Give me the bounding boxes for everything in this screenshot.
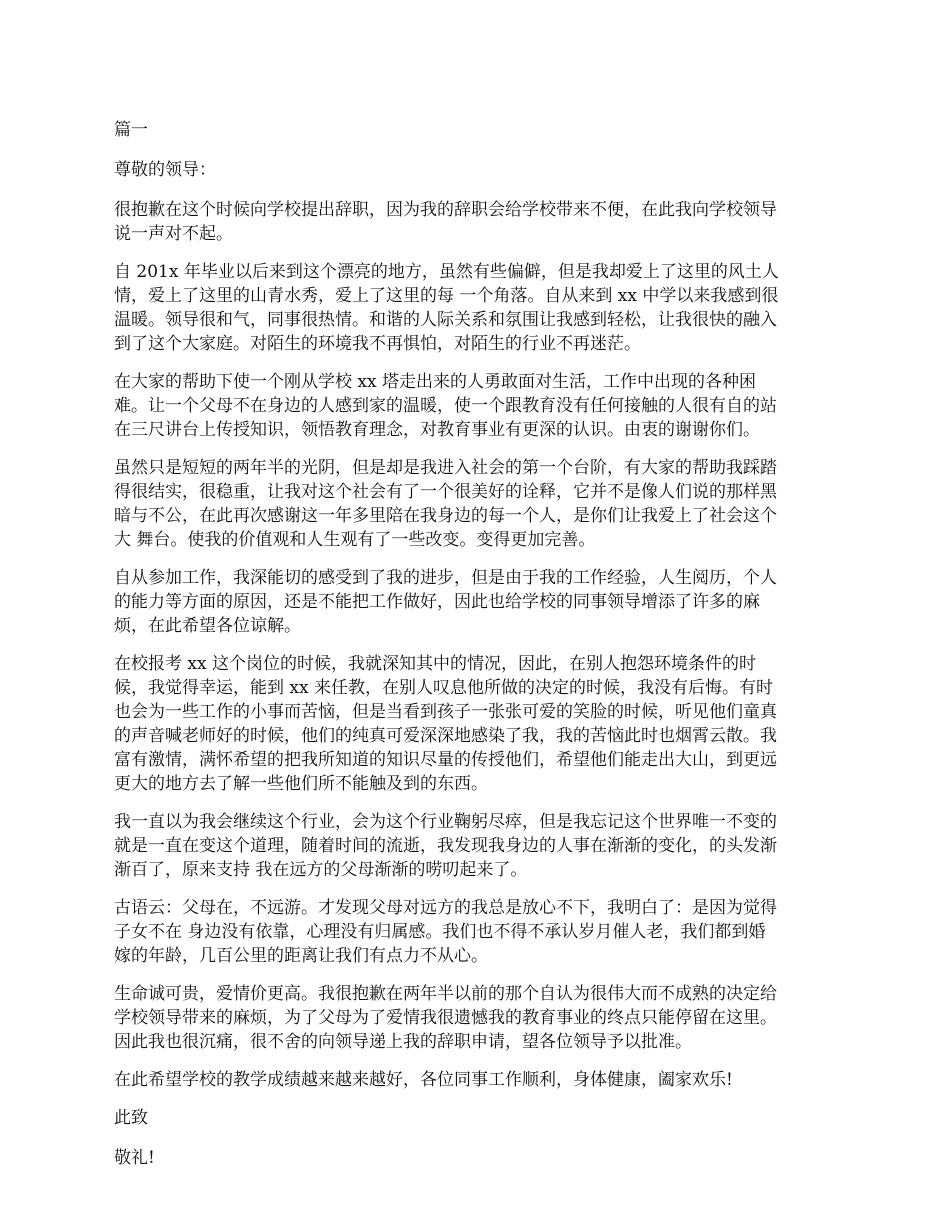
paragraph-line: 生命诚可贵，爱情价更高。我很抱歉在两年半以前的那个自认为很伟大而不成熟的决定给	[114, 984, 777, 1004]
paragraph-line: 在三尺讲台上传授知识，领悟教育理念，对教育事业有更深的认识。由衷的谢谢你们。	[114, 420, 760, 440]
paragraph-line: 说一声对不起。	[114, 224, 233, 244]
paragraph-line: 学校领导带来的麻烦，为了父母为了爱情我很遗憾我的教育事业的终点只能停留在这里。	[114, 1008, 777, 1028]
paragraph-4	[114, 456, 842, 552]
paragraph-line: 情，爱上了这里的山青水秀，爱上了这里的每 一个角落。自从来到 xx 中学以来我感到很	[114, 286, 779, 306]
paragraph-line: 在大家的帮助下使一个刚从学校 xx 塔走出来的人勇敢面对生活，工作中出现的各种困	[114, 372, 756, 392]
paragraph-line: 因此我也很沉痛，很不舍的向领导递上我的辞职申请，望各位领导予以批准。	[114, 1032, 692, 1052]
paragraph-6	[114, 652, 842, 796]
paragraph-line: 大 舞台。使我的价值观和人生观有了一些改变。变得更加完善。	[114, 530, 596, 550]
paragraph-line: 烦，在此希望各位谅解。	[114, 616, 301, 636]
regards: 敬礼!	[114, 1148, 155, 1168]
paragraph-line: 的声音喊老师好的时候，他们的纯真可爱深深地感染了我，我的苦恼此时也烟霄云散。我	[114, 726, 777, 746]
paragraph-9	[114, 982, 842, 1054]
section-title: 篇一	[114, 120, 148, 140]
paragraph-line: 也会为一些工作的小事而苦恼，但是当看到孩子一张张可爱的笑脸的时候，听见他们童真	[114, 702, 777, 722]
paragraph-line: 在校报考 xx 这个岗位的时候，我就深知其中的情况，因此，在别人抱怨环境条件的时	[114, 654, 756, 674]
paragraph-line: 在此希望学校的教学成绩越来越来越好，各位同事工作顺利，身体健康，阖家欢乐!	[114, 1070, 733, 1090]
paragraph-line: 自从参加工作，我深能切的感受到了我的进步，但是由于我的工作经验，人生阅历，个人	[114, 568, 777, 588]
paragraph-line: 富有激情，满怀希望的把我所知道的知识尽量的传授他们，希望他们能走出大山，到更远	[114, 750, 777, 770]
paragraph-line: 就是一直在变这个道理，随着时间的流逝，我发现我身边的人事在渐渐的变化，的头发渐	[114, 836, 777, 856]
paragraph-line: 我一直以为我会继续这个行业，会为这个行业鞠躬尽瘁，但是我忘记这个世界唯一不变的	[114, 812, 777, 832]
paragraph-line: 古语云：父母在，不远游。才发现父母对远方的我总是放心不下，我明白了：是因为觉得	[114, 898, 777, 918]
paragraph-line: 暗与不公，在此再次感谢这一年多里陪在我身边的每一个人，是你们让我爱上了社会这个	[114, 506, 777, 526]
paragraph-line: 温暖。领导很和气，同事很热情。和谐的人际关系和氛围让我感到轻松，让我很快的融入	[114, 310, 777, 330]
closing: 此致	[114, 1108, 148, 1128]
letter-body	[114, 118, 842, 1186]
paragraph-line: 候，我觉得幸运，能到 xx 来任教，在别人叹息他所做的决定的时候，我没有后悔。有时	[114, 678, 773, 698]
paragraph-line: 的能力等方面的原因，还是不能把工作做好，因此也给学校的同事领导增添了许多的麻	[114, 592, 760, 612]
paragraph-line: 很抱歉在这个时候向学校提出辞职，因为我的辞职会给学校带来不便，在此我向学校领导	[114, 200, 777, 220]
paragraph-10	[114, 1068, 842, 1092]
paragraph-line: 更大的地方去了解一些他们所不能触及到的东西。	[114, 774, 488, 794]
paragraph-line: 嫁的年龄，几百公里的距离让我们有点力不从心。	[114, 946, 488, 966]
paragraph-2	[114, 260, 842, 356]
paragraph-7	[114, 810, 842, 882]
paragraph-line: 难。让一个父母不在身边的人感到家的温暖，使一个跟教育没有任何接触的人很有自的站	[114, 396, 777, 416]
paragraph-8	[114, 896, 842, 968]
paragraph-line: 虽然只是短短的两年半的光阴，但是却是我进入社会的第一个台阶，有大家的帮助我踩踏	[114, 458, 777, 478]
paragraph-1	[114, 198, 842, 246]
paragraph-3	[114, 370, 842, 442]
paragraph-line: 到了这个大家庭。对陌生的环境我不再惧怕，对陌生的行业不再迷茫。	[114, 334, 641, 354]
salutation: 尊敬的领导：	[114, 160, 216, 180]
paragraph-line: 得很结实，很稳重，让我对这个社会有了一个很美好的诠释，它并不是像人们说的那样黑	[114, 482, 777, 502]
paragraph-line: 自 201x 年毕业以后来到这个漂亮的地方，虽然有些偏僻，但是我却爱上了这里的风土人	[114, 262, 779, 282]
paragraph-line: 子女不在 身边没有依靠，心理没有归属感。我们也不得不承认岁月催人老，我们都到婚	[114, 922, 766, 942]
paragraph-line: 渐百了，原来支持 我在远方的父母渐渐的唠叨起来了。	[114, 860, 528, 880]
paragraph-5	[114, 566, 842, 638]
